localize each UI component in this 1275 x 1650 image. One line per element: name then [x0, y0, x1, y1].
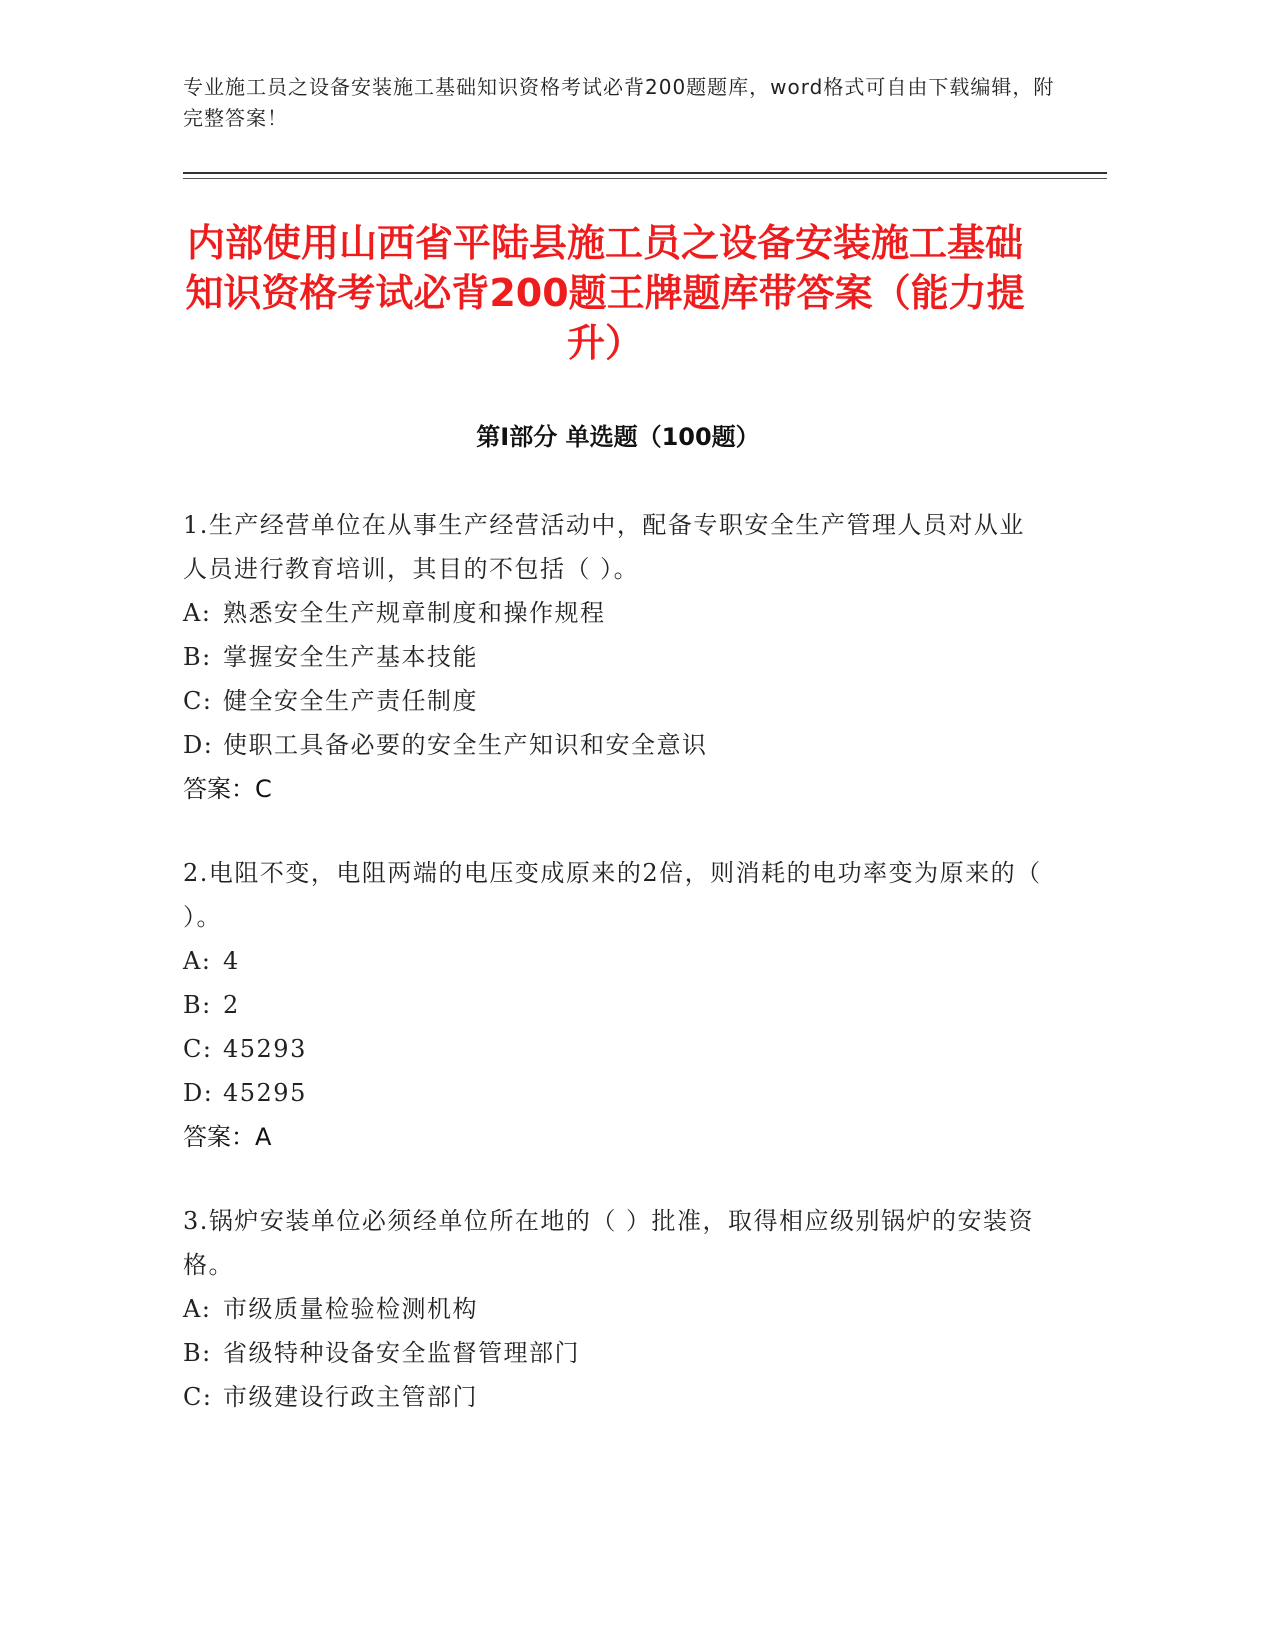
option-text: 2	[223, 991, 240, 1019]
question-1	[183, 503, 1043, 811]
option-key: C:	[183, 1035, 213, 1063]
option-text: 45295	[223, 1079, 307, 1107]
option-text: 45293	[223, 1035, 307, 1063]
option-key: B:	[183, 643, 212, 671]
option-key: A:	[183, 1295, 212, 1323]
option-text: 省级特种设备安全监督管理部门	[223, 1339, 580, 1367]
question-stem: 3.锅炉安装单位必须经单位所在地的（ ）批准，取得相应级别锅炉的安装资格。	[183, 1207, 1035, 1279]
option-key: C:	[183, 1383, 213, 1411]
question-2	[183, 851, 1043, 1159]
answer-line: 答案：C	[183, 775, 272, 803]
option-key: B:	[183, 1339, 212, 1367]
option-key: D:	[183, 1079, 214, 1107]
question-stem: 2.电阻不变，电阻两端的电压变成原来的2倍，则消耗的电功率变为原来的（ ）。	[183, 859, 1042, 931]
option-key: B:	[183, 991, 212, 1019]
option-c	[183, 1027, 1043, 1071]
section-title: 第Ⅰ部分 单选题（100题）	[476, 423, 760, 451]
option-c	[183, 1375, 1043, 1419]
option-text: 掌握安全生产基本技能	[223, 643, 478, 671]
option-text: 市级质量检验检测机构	[223, 1295, 478, 1323]
option-c	[183, 679, 1043, 723]
option-key: A:	[183, 947, 212, 975]
option-b	[183, 1331, 1043, 1375]
header-rule-thick	[183, 172, 1107, 174]
option-key: A:	[183, 599, 212, 627]
option-b	[183, 983, 1043, 1027]
option-text: 使职工具备必要的安全生产知识和安全意识	[223, 731, 708, 759]
option-d	[183, 1071, 1043, 1115]
option-text: 熟悉安全生产规章制度和操作规程	[223, 599, 606, 627]
question-3	[183, 1199, 1043, 1419]
option-key: D:	[183, 731, 214, 759]
header-note: 专业施工员之设备安装施工基础知识资格考试必背200题题库，word格式可自由下载编辑，附完整答案！	[183, 75, 1055, 130]
option-text: 市级建设行政主管部门	[223, 1383, 478, 1411]
option-a	[183, 591, 1043, 635]
option-d	[183, 723, 1043, 767]
option-a	[183, 939, 1043, 983]
document-title: 内部使用山西省平陆县施工员之设备安装施工基础知识资格考试必背200题王牌题库带答案（能力提升）	[185, 221, 1025, 365]
option-text: 健全安全生产责任制度	[223, 687, 478, 715]
option-b	[183, 635, 1043, 679]
option-text: 4	[223, 947, 240, 975]
option-a	[183, 1287, 1043, 1331]
question-stem: 1.生产经营单位在从事生产经营活动中，配备专职安全生产管理人员对从业人员进行教育培训，其目的不包括（ ）。	[183, 511, 1025, 583]
header-rule-thin	[183, 178, 1107, 179]
answer-line: 答案：A	[183, 1123, 272, 1151]
option-key: C:	[183, 687, 213, 715]
